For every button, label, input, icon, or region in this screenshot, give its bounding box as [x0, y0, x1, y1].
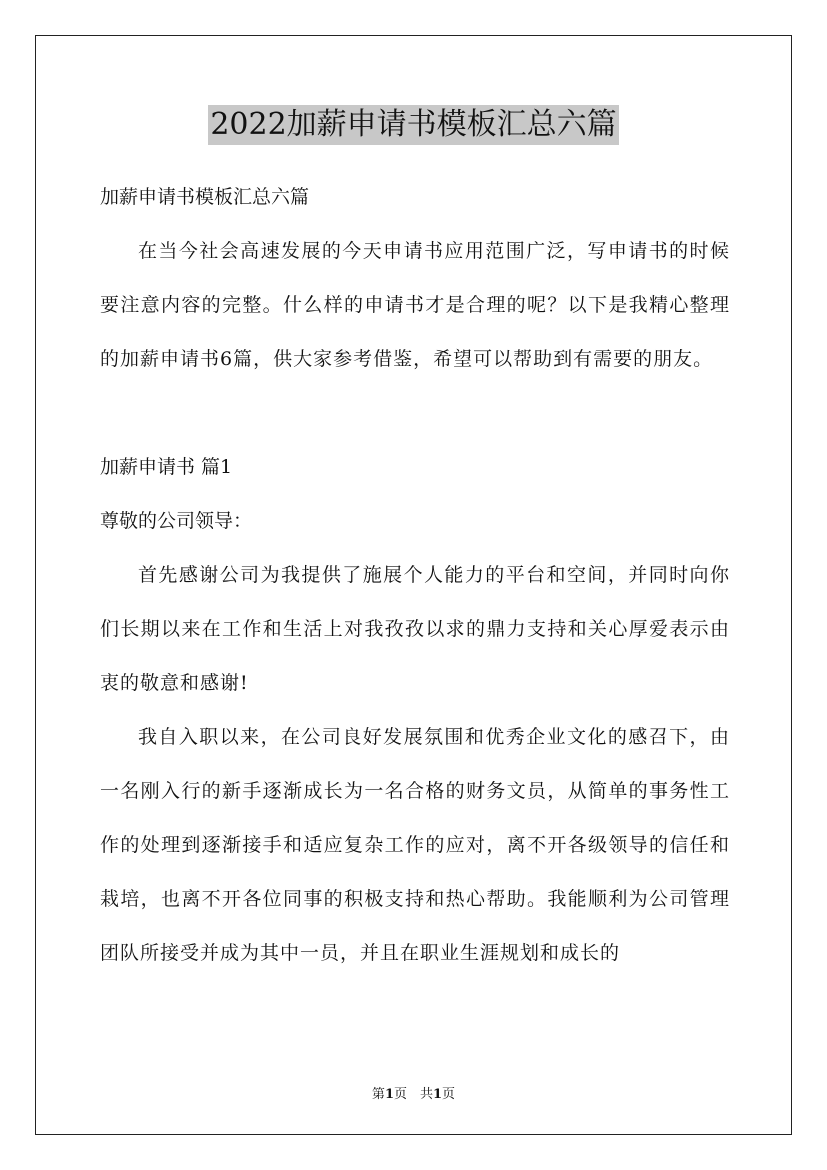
footer-page-total: 1 [433, 1087, 443, 1102]
footer-page-number: 1 [384, 1087, 394, 1102]
intro-paragraph [100, 224, 730, 386]
blank-line [100, 386, 730, 440]
footer-mid: 页 共 [393, 1087, 433, 1102]
paragraph-2-text: 我自入职以来，在公司良好发展氛围和优秀企业文化的感召下，由一名刚入行的新手逐渐成长为一名合格的财务文员，从简单的事务性工作的处理到逐渐接手和适应复杂工作的应对，离不开各级领导的信任和栽培，也离不开各位同事的积极支持和热心帮助。我能顺利为公司管理团队所接受并成为其中一员，并且在职业生涯规划和成长的 [100, 726, 730, 964]
paragraph-1-text: 首先感谢公司为我提供了施展个人能力的平台和空间，并同时向你们长期以来在工作和生活上对我孜孜以求的鼎力支持和关心厚爱表示由衷的敬意和感谢! [100, 564, 730, 694]
document-subtitle: 加薪申请书模板汇总六篇 [100, 186, 310, 208]
document-body [100, 170, 730, 980]
salutation: 尊敬的公司领导： [100, 510, 253, 532]
body-paragraph-1 [100, 548, 730, 710]
title-container [0, 105, 827, 145]
page-footer [0, 1083, 827, 1102]
footer-suffix: 页 [442, 1087, 456, 1102]
document-title: 2022加薪申请书模板汇总六篇 [208, 105, 618, 145]
body-paragraph-2 [100, 710, 730, 980]
footer-prefix: 第 [371, 1087, 385, 1102]
section-heading: 加薪申请书 篇1 [100, 456, 233, 478]
intro-text: 在当今社会高速发展的今天申请书应用范围广泛，写申请书的时候要注意内容的完整。什么样的申请书才是合理的呢？以下是我精心整理的加薪申请书6篇，供大家参考借鉴，希望可以帮助到有需要的朋友。 [100, 240, 730, 370]
